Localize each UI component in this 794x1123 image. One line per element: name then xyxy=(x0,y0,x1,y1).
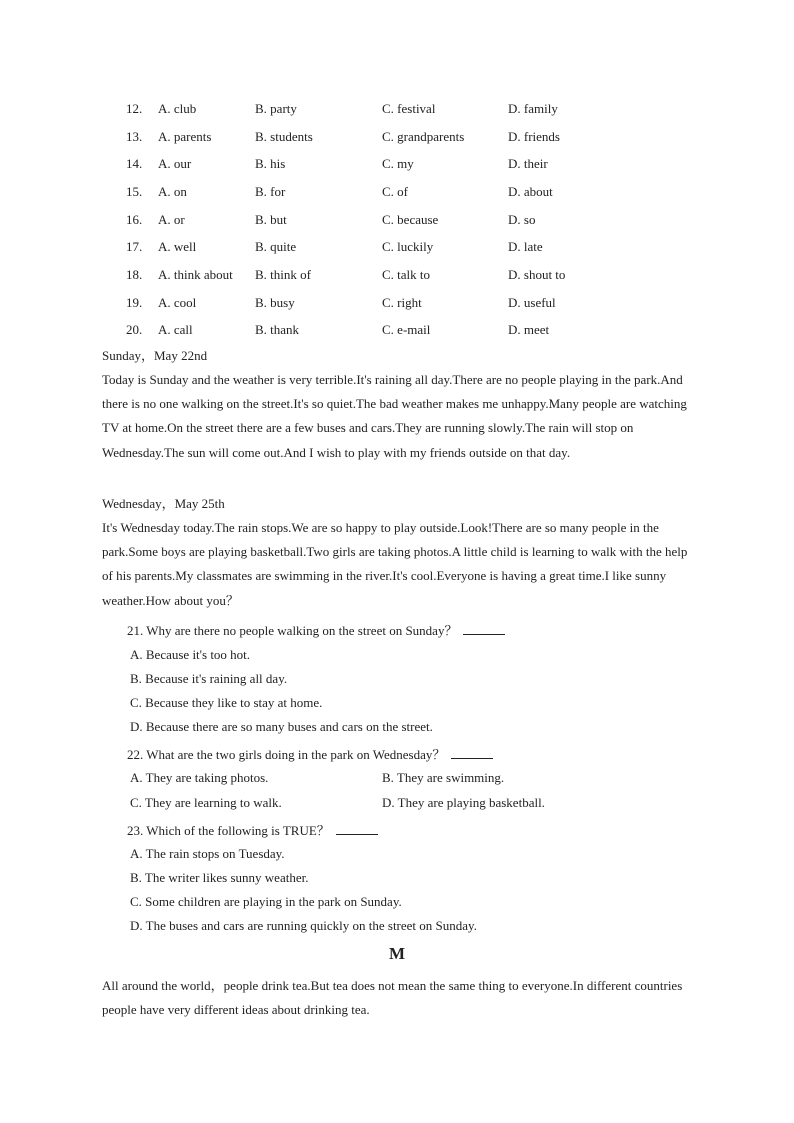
answer-blank xyxy=(463,622,505,635)
question-number: 15. xyxy=(126,183,143,199)
option-d: D. about xyxy=(508,183,553,199)
answer-blank xyxy=(336,822,378,835)
question-21-option-d: D. Because there are so many buses and cars on the street. xyxy=(130,719,433,734)
question-22-option-d: D. They are playing basketball. xyxy=(382,795,545,810)
question-23-stem xyxy=(127,820,378,839)
option-c: C. grandparents xyxy=(382,128,465,144)
diary-date-2: Wednesday，May 25th xyxy=(102,496,225,511)
question-21-text: 21. Why are there no people walking on the street on Sunday？ xyxy=(127,623,458,638)
question-22-option-c: C. They are learning to walk. xyxy=(130,795,282,810)
question-22-text: 22. What are the two girls doing in the park on Wednesday？ xyxy=(127,747,446,762)
option-b: B. for xyxy=(255,183,286,199)
option-row xyxy=(126,233,608,261)
option-d: D. their xyxy=(508,156,548,172)
option-d: D. meet xyxy=(508,322,550,338)
option-b: B. his xyxy=(255,156,286,172)
question-21-option-c: C. Because they like to stay at home. xyxy=(130,695,323,710)
option-d: D. useful xyxy=(508,294,556,310)
question-number: 20. xyxy=(126,322,143,338)
option-b: B. but xyxy=(255,211,287,227)
option-row xyxy=(126,261,608,289)
diary-entry-2: It's Wednesday today.The rain stops.We are so happy to play outside.Look!There are so many people in the park.Some boys are playing basketball.Two girls are taking photos.A little child is learning to walk with the help of his parents.My classmates are swimming in the river.It's cool.Everyone is having a great time.I like sunny weather.How about you？ xyxy=(102,520,688,608)
option-c: C. e-mail xyxy=(382,322,431,338)
question-22-row-1 xyxy=(130,770,505,786)
option-c: C. my xyxy=(382,156,414,172)
question-22-row-2 xyxy=(130,795,545,811)
option-d: D. shout to xyxy=(508,266,566,282)
option-d: D. late xyxy=(508,239,543,255)
question-21-option-b: B. Because it's raining all day. xyxy=(130,671,288,686)
option-row xyxy=(126,95,608,123)
option-row xyxy=(126,178,608,206)
option-d: D. so xyxy=(508,211,536,227)
section-heading: M xyxy=(388,944,406,963)
question-23-text: 23. Which of the following is TRUE？ xyxy=(127,823,330,838)
option-a: A. on xyxy=(158,183,187,199)
option-b: B. think of xyxy=(255,266,311,282)
option-b: B. party xyxy=(255,100,297,116)
option-c: C. talk to xyxy=(382,266,431,282)
option-row xyxy=(126,317,608,345)
option-a: A. think about xyxy=(158,266,233,282)
question-number: 17. xyxy=(126,239,143,255)
question-22-option-a: A. They are taking photos. xyxy=(130,770,269,785)
option-a: A. club xyxy=(158,100,197,116)
option-row xyxy=(126,150,608,178)
question-21-stem xyxy=(127,620,505,639)
question-23-option-d: D. The buses and cars are running quickly on the street on Sunday. xyxy=(130,918,477,933)
option-row xyxy=(126,123,608,151)
question-number: 12. xyxy=(126,100,143,116)
option-d: D. family xyxy=(508,100,558,116)
options-table xyxy=(126,95,608,344)
option-b: B. thank xyxy=(255,322,300,338)
option-a: A. our xyxy=(158,156,192,172)
option-b: B. busy xyxy=(255,294,295,310)
question-number: 19. xyxy=(126,294,143,310)
option-a: A. cool xyxy=(158,294,197,310)
option-row xyxy=(126,206,608,234)
question-22-stem xyxy=(127,744,493,763)
option-c: C. because xyxy=(382,211,439,227)
option-a: A. or xyxy=(158,211,185,227)
question-23-option-c: C. Some children are playing in the park on Sunday. xyxy=(130,894,402,909)
section-intro-paragraph: All around the world，people drink tea.But tea does not mean the same thing to everyone.In different countries people have very different ideas about drinking tea. xyxy=(102,978,683,1018)
question-number: 13. xyxy=(126,128,143,144)
question-number: 16. xyxy=(126,211,143,227)
option-a: A. parents xyxy=(158,128,212,144)
option-b: B. students xyxy=(255,128,313,144)
question-21-option-a: A. Because it's too hot. xyxy=(130,647,251,662)
option-a: A. call xyxy=(158,322,193,338)
answer-blank xyxy=(451,746,493,759)
diary-entry-1: Today is Sunday and the weather is very terrible.It's raining all day.There are no people playing in the park.And there is no one walking on the street.It's so quiet.The bad weather makes me unhappy.Many people are watching TV at home.On the street there are a few buses and cars.They are running slowly.The rain will stop on Wednesday.The sun will come out.And I wish to play with my friends outside on that day. xyxy=(102,372,687,460)
option-c: C. of xyxy=(382,183,408,199)
question-23-option-a: A. The rain stops on Tuesday. xyxy=(130,846,285,861)
question-22-option-b: B. They are swimming. xyxy=(382,770,505,785)
option-c: C. right xyxy=(382,294,422,310)
option-a: A. well xyxy=(158,239,197,255)
question-number: 18. xyxy=(126,266,143,282)
option-c: C. luckily xyxy=(382,239,434,255)
option-b: B. quite xyxy=(255,239,297,255)
option-c: C. festival xyxy=(382,100,436,116)
option-d: D. friends xyxy=(508,128,560,144)
option-row xyxy=(126,289,608,317)
diary-date-1: Sunday，May 22nd xyxy=(102,348,208,363)
question-23-option-b: B. The writer likes sunny weather. xyxy=(130,870,309,885)
question-number: 14. xyxy=(126,156,143,172)
